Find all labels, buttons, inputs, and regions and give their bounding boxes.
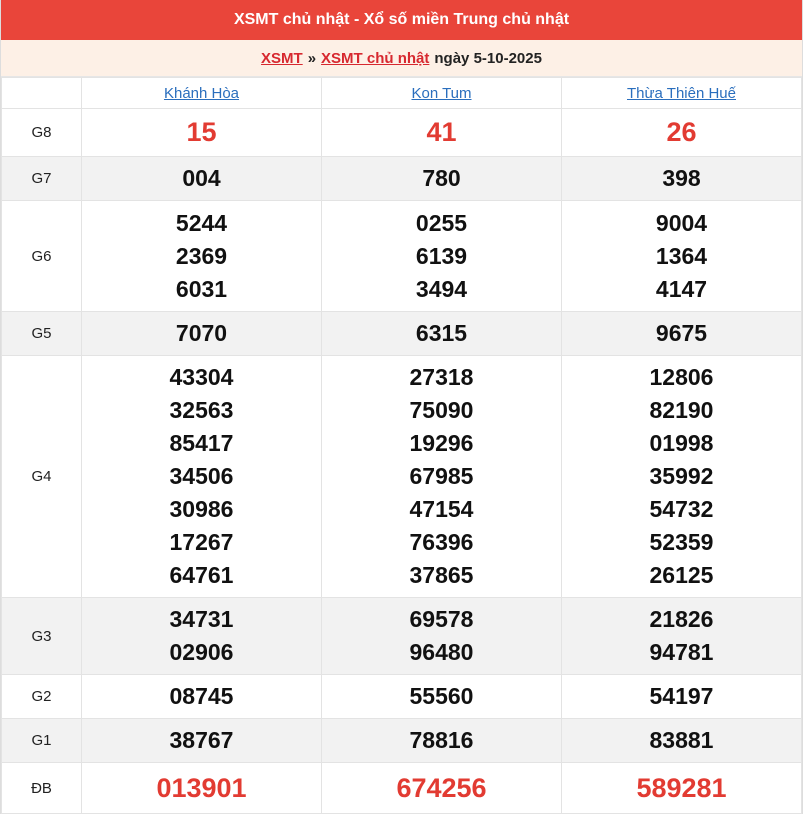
prize-row bbox=[2, 157, 802, 201]
prize-row bbox=[2, 109, 802, 157]
prize-number: 17267 bbox=[169, 529, 234, 555]
prize-number: 82190 bbox=[649, 397, 714, 423]
province-header-thua-thien-hue bbox=[562, 78, 802, 109]
page-title: XSMT chủ nhật - Xổ số miền Trung chủ nhật bbox=[1, 0, 802, 40]
prize-row bbox=[2, 201, 802, 312]
prize-number: 9004 bbox=[655, 209, 708, 236]
prize-number: 85417 bbox=[169, 430, 234, 456]
prize-number: 30986 bbox=[169, 496, 234, 522]
prize-number: 78816 bbox=[409, 727, 474, 753]
province-header-row bbox=[2, 78, 802, 109]
prize-cell bbox=[82, 312, 322, 356]
prize-number: 3494 bbox=[415, 275, 468, 302]
prize-row bbox=[2, 598, 802, 675]
prize-number: 004 bbox=[182, 165, 221, 191]
breadcrumb-link-xsmt-sunday[interactable]: XSMT chủ nhật bbox=[321, 49, 430, 67]
prize-number: 4147 bbox=[655, 275, 708, 302]
prize-cell bbox=[322, 598, 562, 675]
prize-cell bbox=[322, 157, 562, 201]
prize-number: 64761 bbox=[169, 562, 234, 588]
breadcrumb-link-xsmt[interactable]: XSMT bbox=[261, 49, 303, 67]
prize-number: 6139 bbox=[415, 242, 468, 269]
prize-number: 67985 bbox=[409, 463, 474, 489]
prize-number: 43304 bbox=[169, 364, 234, 390]
prize-row bbox=[2, 312, 802, 356]
prize-number: 013901 bbox=[156, 772, 247, 803]
prize-cell bbox=[322, 719, 562, 763]
prize-label: G3 bbox=[2, 598, 82, 675]
prize-number: 01998 bbox=[649, 430, 714, 456]
prize-number: 5244 bbox=[175, 209, 228, 236]
prize-cell bbox=[322, 763, 562, 814]
prize-number: 21826 bbox=[649, 606, 714, 632]
prize-number: 69578 bbox=[409, 606, 474, 632]
prize-cell bbox=[322, 675, 562, 719]
prize-number: 589281 bbox=[636, 772, 727, 803]
prize-cell bbox=[562, 312, 802, 356]
province-link-thua-thien-hue[interactable]: Thừa Thiên Huế bbox=[627, 84, 736, 102]
prize-cell bbox=[562, 109, 802, 157]
prize-number: 02906 bbox=[169, 639, 234, 665]
prize-row bbox=[2, 763, 802, 814]
prize-number: 94781 bbox=[649, 639, 714, 665]
prize-number: 674256 bbox=[396, 772, 487, 803]
prize-cell bbox=[82, 598, 322, 675]
prize-label: ĐB bbox=[2, 763, 82, 814]
prize-label: G6 bbox=[2, 201, 82, 312]
province-header-khanh-hoa bbox=[82, 78, 322, 109]
prize-cell bbox=[562, 598, 802, 675]
prize-number: 41 bbox=[426, 117, 457, 147]
prize-cell bbox=[322, 312, 562, 356]
prize-number: 2369 bbox=[175, 242, 228, 269]
prize-number: 76396 bbox=[409, 529, 474, 555]
prize-number: 96480 bbox=[409, 639, 474, 665]
prize-number: 26 bbox=[666, 117, 697, 147]
prize-number: 35992 bbox=[649, 463, 714, 489]
province-link-khanh-hoa[interactable]: Khánh Hòa bbox=[163, 84, 240, 102]
prize-number: 34731 bbox=[169, 606, 234, 632]
prize-label: G2 bbox=[2, 675, 82, 719]
prize-number: 9675 bbox=[655, 320, 708, 346]
prize-number: 15 bbox=[186, 117, 217, 147]
prize-number: 0255 bbox=[415, 209, 468, 236]
prize-row bbox=[2, 719, 802, 763]
province-link-kon-tum[interactable]: Kon Tum bbox=[411, 84, 472, 102]
prize-label: G7 bbox=[2, 157, 82, 201]
prize-number: 19296 bbox=[409, 430, 474, 456]
prize-number: 75090 bbox=[409, 397, 474, 423]
prize-cell bbox=[562, 719, 802, 763]
prize-number: 12806 bbox=[649, 364, 714, 390]
breadcrumb bbox=[1, 40, 802, 77]
prize-cell bbox=[562, 356, 802, 598]
prize-cell bbox=[322, 109, 562, 157]
breadcrumb-separator: » bbox=[307, 49, 317, 67]
prize-number: 38767 bbox=[169, 727, 234, 753]
prize-label: G8 bbox=[2, 109, 82, 157]
prize-cell bbox=[82, 719, 322, 763]
prize-row bbox=[2, 675, 802, 719]
prize-number: 32563 bbox=[169, 397, 234, 423]
prize-number: 1364 bbox=[655, 242, 708, 269]
prize-label: G5 bbox=[2, 312, 82, 356]
prize-number: 55560 bbox=[409, 683, 474, 709]
header-empty-cell bbox=[2, 78, 82, 109]
prize-cell bbox=[562, 201, 802, 312]
prize-cell bbox=[562, 157, 802, 201]
province-header-kon-tum bbox=[322, 78, 562, 109]
prize-label: G4 bbox=[2, 356, 82, 598]
prize-number: 37865 bbox=[409, 562, 474, 588]
prize-number: 27318 bbox=[409, 364, 474, 390]
prize-cell bbox=[82, 201, 322, 312]
results-table bbox=[1, 77, 802, 814]
prize-cell bbox=[322, 201, 562, 312]
prize-row bbox=[2, 356, 802, 598]
prize-number: 780 bbox=[422, 165, 461, 191]
prize-cell bbox=[322, 356, 562, 598]
prize-number: 7070 bbox=[175, 320, 228, 346]
prize-number: 26125 bbox=[649, 562, 714, 588]
prize-cell bbox=[562, 763, 802, 814]
prize-cell bbox=[82, 109, 322, 157]
prize-cell bbox=[82, 157, 322, 201]
prize-number: 34506 bbox=[169, 463, 234, 489]
prize-number: 54732 bbox=[649, 496, 714, 522]
prize-cell bbox=[82, 356, 322, 598]
prize-number: 6031 bbox=[175, 275, 228, 302]
breadcrumb-date: ngày 5-10-2025 bbox=[434, 49, 542, 67]
prize-number: 47154 bbox=[409, 496, 474, 522]
prize-cell bbox=[82, 763, 322, 814]
prize-number: 83881 bbox=[649, 727, 714, 753]
prize-number: 398 bbox=[662, 165, 701, 191]
prize-number: 54197 bbox=[649, 683, 714, 709]
prize-number: 08745 bbox=[169, 683, 234, 709]
prize-cell bbox=[562, 675, 802, 719]
prize-number: 52359 bbox=[649, 529, 714, 555]
prize-label: G1 bbox=[2, 719, 82, 763]
prize-number: 6315 bbox=[415, 320, 468, 346]
prize-cell bbox=[82, 675, 322, 719]
